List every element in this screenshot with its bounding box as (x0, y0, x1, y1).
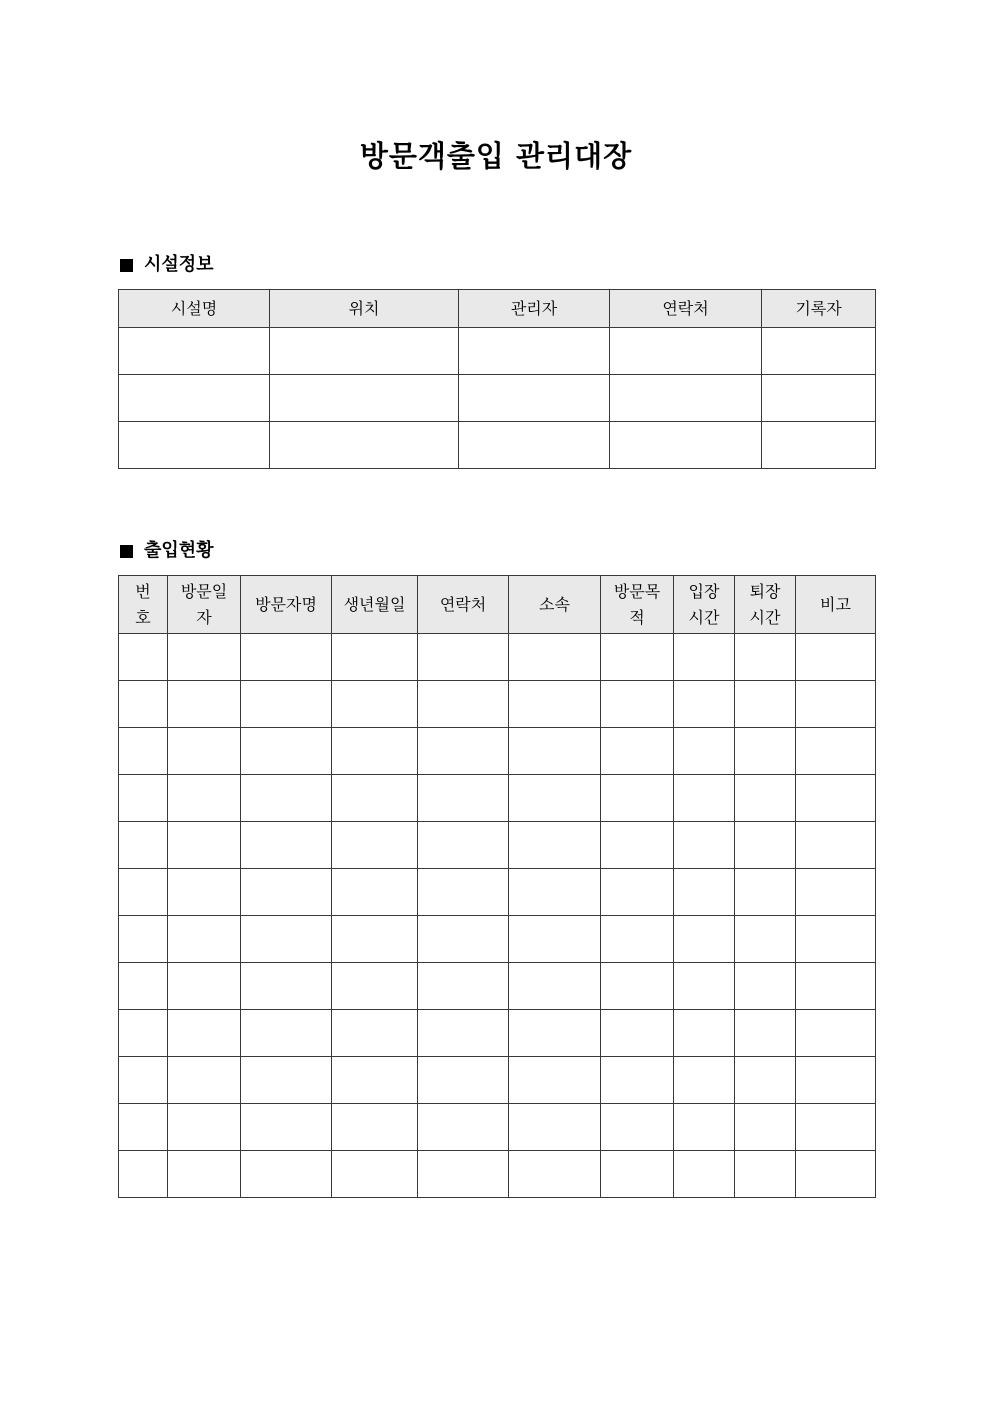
blank-cell[interactable] (418, 1057, 509, 1104)
blank-cell[interactable] (796, 1104, 876, 1151)
blank-cell[interactable] (241, 681, 332, 728)
blank-cell[interactable] (509, 822, 601, 869)
blank-cell[interactable] (601, 916, 674, 963)
blank-cell[interactable] (119, 328, 270, 375)
page-title: 방문객출입 관리대장 (359, 139, 633, 173)
blank-cell[interactable] (332, 775, 418, 822)
table-row (119, 728, 876, 775)
blank-cell[interactable] (674, 916, 735, 963)
blank-cell[interactable] (119, 963, 168, 1010)
table-row (119, 422, 876, 469)
blank-cell[interactable] (119, 375, 270, 422)
blank-cell[interactable] (241, 1151, 332, 1198)
entry-col-header (601, 576, 674, 634)
blank-cell[interactable] (735, 728, 796, 775)
table-row (119, 963, 876, 1010)
entry-col-header-line: 생년월일 (343, 594, 406, 614)
blank-cell[interactable] (168, 869, 241, 916)
blank-cell[interactable] (119, 916, 168, 963)
entry-col-header (674, 576, 735, 634)
blank-cell[interactable] (459, 422, 610, 469)
blank-cell[interactable] (601, 1057, 674, 1104)
entry-col-header (241, 576, 332, 634)
table-row (119, 822, 876, 869)
blank-cell[interactable] (241, 634, 332, 681)
blank-cell[interactable] (601, 869, 674, 916)
blank-cell[interactable] (241, 822, 332, 869)
blank-cell[interactable] (796, 681, 876, 728)
blank-cell[interactable] (796, 963, 876, 1010)
blank-cell[interactable] (168, 1151, 241, 1198)
blank-cell[interactable] (674, 681, 735, 728)
entry-col-header-line: 입장 (688, 581, 720, 601)
blank-cell[interactable] (168, 916, 241, 963)
table-row (119, 681, 876, 728)
entry-col-header-line: 호 (135, 607, 151, 627)
blank-cell[interactable] (119, 1151, 168, 1198)
blank-cell[interactable] (241, 916, 332, 963)
blank-cell[interactable] (796, 916, 876, 963)
blank-cell[interactable] (796, 634, 876, 681)
blank-cell[interactable] (735, 681, 796, 728)
table-row (119, 869, 876, 916)
blank-cell[interactable] (601, 728, 674, 775)
entry-col-header-line: 적 (629, 607, 645, 627)
blank-cell[interactable] (509, 634, 601, 681)
facility-info-table (118, 289, 876, 469)
facility-section-title: 시설정보 (144, 254, 214, 275)
blank-cell[interactable] (418, 963, 509, 1010)
blank-cell[interactable] (509, 1151, 601, 1198)
blank-cell[interactable] (418, 681, 509, 728)
blank-cell[interactable] (674, 822, 735, 869)
blank-cell[interactable] (674, 963, 735, 1010)
entry-col-header (332, 576, 418, 634)
entry-col-header-line: 시간 (749, 607, 781, 627)
blank-cell[interactable] (601, 822, 674, 869)
blank-cell[interactable] (601, 681, 674, 728)
blank-cell[interactable] (270, 375, 459, 422)
blank-cell[interactable] (674, 775, 735, 822)
blank-cell[interactable] (119, 1104, 168, 1151)
blank-cell[interactable] (332, 963, 418, 1010)
blank-cell[interactable] (796, 1151, 876, 1198)
blank-cell[interactable] (674, 1151, 735, 1198)
table-row (119, 328, 876, 375)
facility-col-header: 위치 (270, 290, 459, 328)
blank-cell[interactable] (509, 963, 601, 1010)
blank-cell[interactable] (735, 916, 796, 963)
blank-cell[interactable] (601, 1010, 674, 1057)
blank-cell[interactable] (119, 634, 168, 681)
blank-cell[interactable] (509, 681, 601, 728)
blank-cell[interactable] (735, 1104, 796, 1151)
blank-cell[interactable] (270, 328, 459, 375)
blank-cell[interactable] (119, 869, 168, 916)
blank-cell[interactable] (735, 869, 796, 916)
blank-cell[interactable] (674, 1104, 735, 1151)
table-row (119, 634, 876, 681)
facility-header-row (119, 290, 876, 328)
table-row (119, 1010, 876, 1057)
blank-cell[interactable] (796, 822, 876, 869)
entry-col-header-line: 방문일 (180, 581, 228, 601)
blank-cell[interactable] (418, 1104, 509, 1151)
blank-cell[interactable] (241, 963, 332, 1010)
blank-cell[interactable] (332, 1151, 418, 1198)
blank-cell[interactable] (735, 963, 796, 1010)
blank-cell[interactable] (168, 963, 241, 1010)
blank-cell[interactable] (735, 1010, 796, 1057)
blank-cell[interactable] (241, 869, 332, 916)
blank-cell[interactable] (509, 869, 601, 916)
blank-cell[interactable] (418, 728, 509, 775)
blank-cell[interactable] (509, 1104, 601, 1151)
blank-cell[interactable] (418, 634, 509, 681)
blank-cell[interactable] (119, 1010, 168, 1057)
entry-status-table (118, 575, 876, 1198)
blank-cell[interactable] (119, 775, 168, 822)
entry-col-header-line: 연락처 (439, 594, 487, 614)
entry-col-header (168, 576, 241, 634)
blank-cell[interactable] (674, 1057, 735, 1104)
blank-cell[interactable] (241, 775, 332, 822)
blank-cell[interactable] (168, 1010, 241, 1057)
blank-cell[interactable] (241, 1010, 332, 1057)
entry-header-row (119, 576, 876, 634)
table-row (119, 1151, 876, 1198)
blank-cell[interactable] (674, 869, 735, 916)
facility-col-header: 기록자 (762, 290, 876, 328)
entry-section-title: 출입현황 (144, 540, 214, 561)
blank-cell[interactable] (119, 681, 168, 728)
blank-cell[interactable] (168, 681, 241, 728)
entry-col-header-line: 자 (196, 607, 212, 627)
blank-cell[interactable] (762, 328, 876, 375)
blank-cell[interactable] (762, 375, 876, 422)
blank-cell[interactable] (119, 422, 270, 469)
table-row (119, 775, 876, 822)
entry-col-header-line: 번 (135, 581, 151, 601)
blank-cell[interactable] (418, 775, 509, 822)
blank-cell[interactable] (601, 775, 674, 822)
blank-cell[interactable] (332, 728, 418, 775)
entry-col-header (418, 576, 509, 634)
blank-cell[interactable] (119, 822, 168, 869)
blank-cell[interactable] (332, 681, 418, 728)
blank-cell[interactable] (674, 1010, 735, 1057)
blank-cell[interactable] (168, 1057, 241, 1104)
blank-cell[interactable] (332, 822, 418, 869)
blank-cell[interactable] (601, 1104, 674, 1151)
blank-cell[interactable] (418, 916, 509, 963)
facility-col-header: 관리자 (459, 290, 610, 328)
blank-cell[interactable] (168, 1104, 241, 1151)
blank-cell[interactable] (735, 1057, 796, 1104)
blank-cell[interactable] (509, 1010, 601, 1057)
blank-cell[interactable] (168, 775, 241, 822)
entry-col-header-line: 방문목 (613, 581, 661, 601)
blank-cell[interactable] (509, 916, 601, 963)
blank-cell[interactable] (735, 775, 796, 822)
blank-cell[interactable] (119, 1057, 168, 1104)
blank-cell[interactable] (418, 1151, 509, 1198)
entry-col-header-line: 시간 (688, 607, 720, 627)
blank-cell[interactable] (601, 634, 674, 681)
blank-cell[interactable] (610, 328, 762, 375)
table-row (119, 1057, 876, 1104)
blank-cell[interactable] (601, 963, 674, 1010)
entry-col-header (509, 576, 601, 634)
blank-cell[interactable] (735, 634, 796, 681)
blank-cell[interactable] (796, 1057, 876, 1104)
table-row (119, 1104, 876, 1151)
blank-cell[interactable] (332, 1104, 418, 1151)
blank-cell[interactable] (762, 422, 876, 469)
blank-cell[interactable] (168, 634, 241, 681)
blank-cell[interactable] (332, 1057, 418, 1104)
entry-col-header (735, 576, 796, 634)
table-row (119, 916, 876, 963)
blank-cell[interactable] (674, 728, 735, 775)
entry-col-header-line: 퇴장 (749, 581, 781, 601)
blank-cell[interactable] (418, 1010, 509, 1057)
blank-cell[interactable] (241, 1104, 332, 1151)
blank-cell[interactable] (601, 1151, 674, 1198)
blank-cell[interactable] (332, 634, 418, 681)
blank-cell[interactable] (509, 1057, 601, 1104)
blank-cell[interactable] (241, 1057, 332, 1104)
blank-cell[interactable] (610, 422, 762, 469)
entry-col-header (796, 576, 876, 634)
blank-cell[interactable] (674, 634, 735, 681)
entry-col-header-line: 소속 (539, 594, 570, 614)
blank-cell[interactable] (459, 375, 610, 422)
facility-col-header: 시설명 (119, 290, 270, 328)
blank-cell[interactable] (459, 328, 610, 375)
entry-col-header-line: 비고 (820, 594, 851, 614)
blank-cell[interactable] (796, 728, 876, 775)
blank-cell[interactable] (796, 775, 876, 822)
facility-col-header: 연락처 (610, 290, 762, 328)
blank-cell[interactable] (168, 822, 241, 869)
blank-cell[interactable] (509, 728, 601, 775)
blank-cell[interactable] (418, 822, 509, 869)
blank-cell[interactable] (418, 869, 509, 916)
blank-cell[interactable] (270, 422, 459, 469)
entry-col-header (119, 576, 168, 634)
blank-cell[interactable] (796, 1010, 876, 1057)
blank-cell[interactable] (610, 375, 762, 422)
blank-cell[interactable] (796, 869, 876, 916)
blank-cell[interactable] (332, 869, 418, 916)
blank-cell[interactable] (509, 775, 601, 822)
black-square-icon (120, 545, 133, 558)
table-row (119, 375, 876, 422)
black-square-icon (120, 259, 133, 272)
blank-cell[interactable] (241, 728, 332, 775)
blank-cell[interactable] (168, 728, 241, 775)
blank-cell[interactable] (119, 728, 168, 775)
blank-cell[interactable] (332, 1010, 418, 1057)
facility-section-heading (118, 252, 214, 278)
entry-col-header-line: 방문자명 (255, 594, 317, 614)
blank-cell[interactable] (735, 1151, 796, 1198)
entry-section-heading (118, 538, 214, 564)
blank-cell[interactable] (735, 822, 796, 869)
blank-cell[interactable] (332, 916, 418, 963)
